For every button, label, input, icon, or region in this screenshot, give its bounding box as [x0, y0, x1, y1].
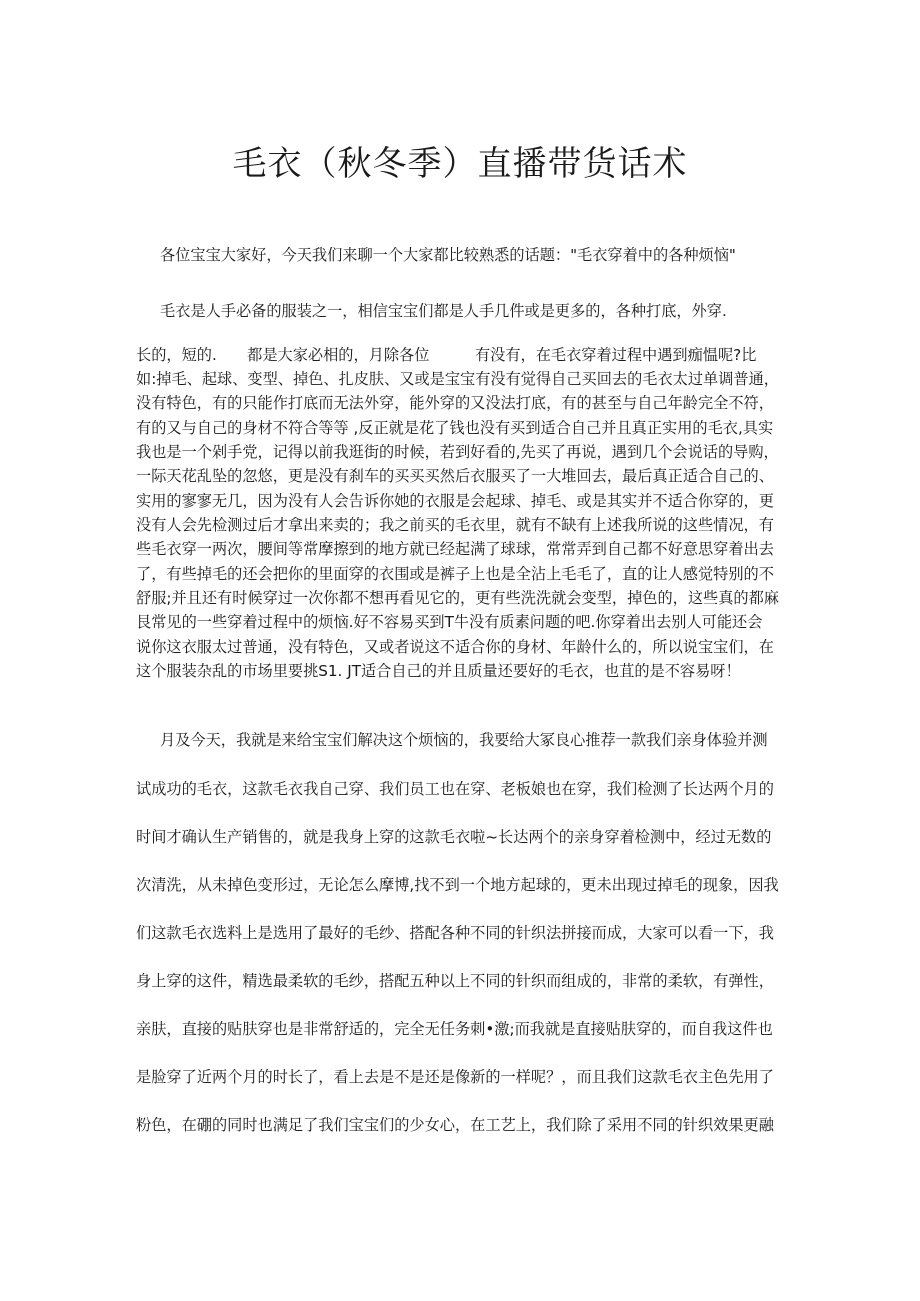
paragraph-line: 没有人会先检测过后才拿出来卖的；我之前买的毛衣里，就有不缺有上述我所说的这些情况，有	[136, 516, 774, 534]
paragraph-line: 试成功的毛衣，这款毛衣我自己穿、我们员工也在穿、老板娘也在穿，我们检测了长达两个月的	[136, 780, 774, 798]
paragraph-line: 身上穿的这件，精选最柔软的毛纱，搭配五种以上不同的针织而组成的，非常的柔软，有弹性，	[136, 972, 774, 990]
paragraph-line: 时间才确认生产销售的，就是我身上穿的这款毛衣啦~长达两个的亲身穿着检测中，经过无数的	[136, 828, 772, 846]
paragraph-line: 有的又与自己的身材不符合等等 ,反正就是花了钱也没有买到适合自己并且真正实用的毛衣,具实	[136, 419, 774, 437]
paragraph-line: 次清洗，从未掉色变形过，无论怎么摩博,找不到一个地方起球的，更未出现过掉毛的现象，因我	[136, 876, 779, 894]
paragraph-line: 是脸穿了近两个月的时长了，看上去是不是还是像新的一样呢？，而且我们这款毛衣主色先用了	[136, 1068, 774, 1086]
paragraph-line: 亲肤，直接的贴肤穿也是非常舒适的，完全无任务刺•激;而我就是直接贴肤穿的，而自我这件也	[136, 1020, 773, 1038]
paragraph-line: 些毛衣穿一两次，腰间等常摩擦到的地方就已经起满了球球，常常弄到自己都不好意思穿着出去	[136, 540, 774, 558]
paragraph-line: 月及今天，我就是来给宝宝们解决这个烦恼的，我要给大冢良心推荐一款我们亲身体验并测	[160, 731, 768, 749]
paragraph-line: 长的，短的. 都是大家必相的，月除各位 有没有，在毛衣穿着过程中遇到痂愠呢?比	[136, 346, 757, 364]
paragraph-line: 没有特色，有的只能作打底而无法外穿，能外穿的又没法打底，有的甚至与自己年龄完全不符，	[136, 394, 774, 412]
paragraph-line: 如:掉毛、起球、变型、掉色、扎皮肤、又或是宝宝有没有觉得自己买回去的毛衣太过单调普通，	[136, 370, 779, 388]
paragraph-line: 粉色，在硼的同时也满足了我们宝宝们的少女心，在工艺上，我们除了采用不同的针织效果更融	[136, 1116, 774, 1134]
paragraph-line: 这个服装杂乱的市场里要挑S1. JT适合自己的并且质量还要好的毛衣，也苴的是不容易呀！	[136, 662, 741, 680]
document-title: 毛衣（秋冬季）直播带货话术	[232, 144, 688, 184]
paragraph-line: 们这款毛衣选料上是选用了最好的毛纱、搭配各种不同的针织法拼接而成，大家可以看一下，我	[136, 924, 774, 942]
paragraph-line: 说你这衣服太过普通，没有特色，又或者说这不适合你的身材、年龄什么的，所以说宝宝们，在	[136, 638, 774, 656]
paragraph-line: 艮常见的一些穿着过程中的烦恼.好不容易买到T牛没有质素问题的吧.你穿着出去别人可能还会	[136, 613, 763, 631]
paragraph-line: 一际天花乱坠的忽悠，更是没有刹车的买买买然后衣服买了一大堆回去，最后真正适合自己的、	[136, 467, 774, 485]
intro-paragraph: 各位宝宝大家好，今天我们来聊一个大家都比较熟悉的话题："毛衣穿着中的各种烦恼"	[160, 246, 736, 264]
paragraph-line: 我也是一个剁手党，记得以前我逛街的时候，若到好看的,先买了再说，遇到几个会说话的导购，	[136, 443, 779, 461]
paragraph-line: 了，有些掉毛的还会把你的里面穿的衣围或是裤子上也是全沾上毛毛了，直的让人感觉特别的不	[136, 565, 774, 583]
paragraph-line: 实用的寥寥无几，因为没有人会告诉你她的衣服是会起球、掉毛、或是其实并不适合你穿的，更	[136, 492, 774, 510]
paragraph-line: 舒服;并且还有时候穿过一次你都不想再看见它的，更有些洗洗就会变型，掉色的，这些真的都麻	[136, 589, 779, 607]
paragraph-line: 毛衣是人手必备的服装之一，相信宝宝们都是人手几件或是更多的，各种打底，外穿.	[160, 302, 727, 320]
